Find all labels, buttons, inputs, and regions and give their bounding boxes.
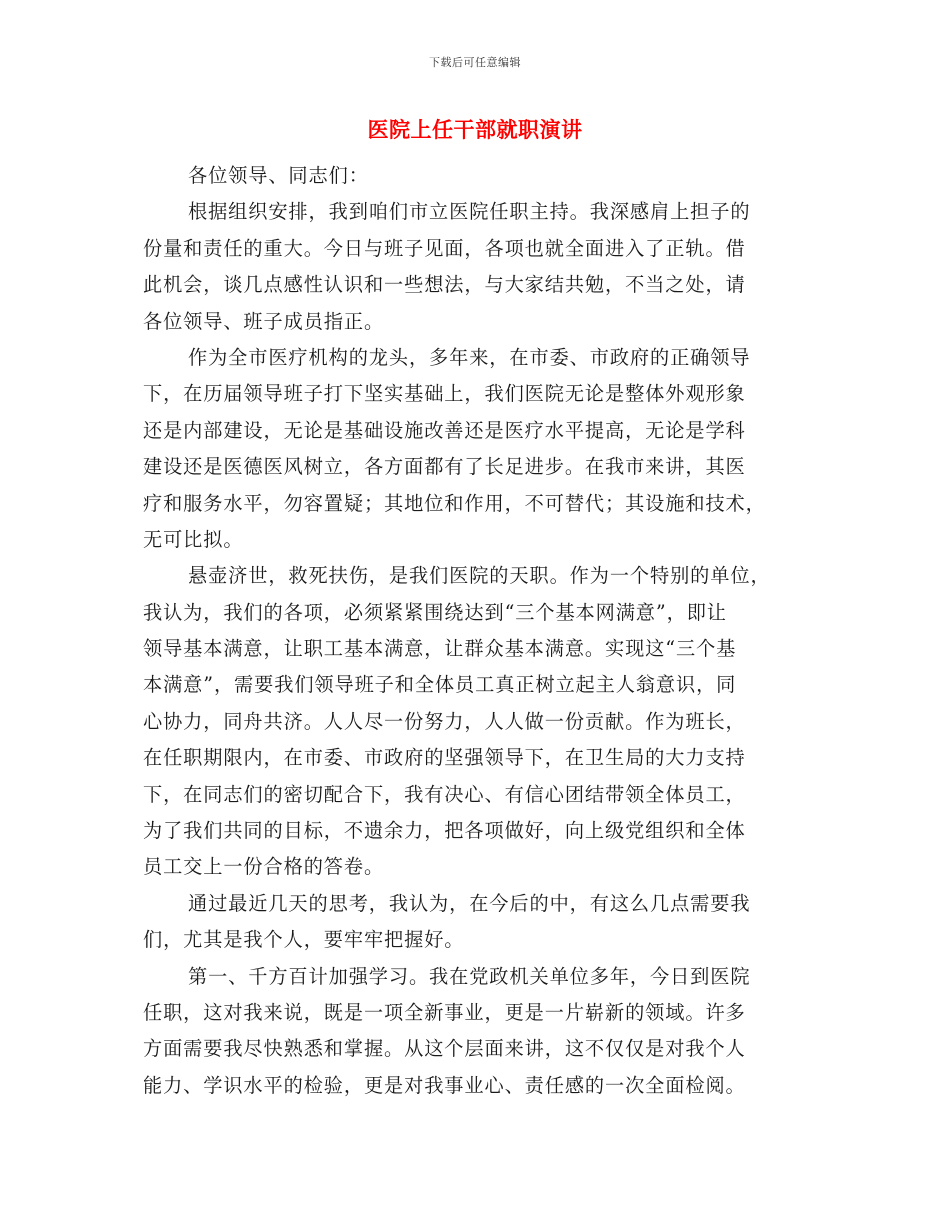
body-line: 员工交上一份合格的答卷。 <box>143 855 385 879</box>
body-line: 任职，这对我来说，既是一项全新事业，更是一片崭新的领域。许多 <box>143 1000 746 1024</box>
body-line: 下，在历届领导班子打下坚实基础上，我们医院无论是整体外观形象 <box>143 382 746 406</box>
body-line: 方面需要我尽快熟悉和掌握。从这个层面来讲，这不仅仅是对我个人 <box>143 1037 746 1061</box>
body-line: 此机会，谈几点感性认识和一些想法，与大家结共勉，不当之处，请 <box>143 273 746 297</box>
body-line: 根据组织安排，我到咱们市立医院任职主持。我深感肩上担子的 <box>188 200 751 224</box>
body-line: 无可比拟。 <box>143 527 244 551</box>
body-line: 疗和服务水平，勿容置疑；其地位和作用，不可替代；其设施和技术， <box>143 491 766 515</box>
document-body <box>143 158 811 1104</box>
body-line: 第一、千方百计加强学习。我在党政机关单位多年，今日到医院 <box>188 964 751 988</box>
body-line: 领导基本满意，让职工基本满意，让群众基本满意。实现这“三个基 <box>143 637 737 661</box>
body-line: 为了我们共同的目标，不遗余力，把各项做好，向上级党组织和全体 <box>143 819 746 843</box>
body-line: 通过最近几天的思考，我认为，在今后的中，有这么几点需要我 <box>188 891 751 915</box>
salutation-line: 各位领导、同志们： <box>188 164 369 187</box>
body-line: 我认为，我们的各项，必须紧紧围绕达到“三个基本网满意”，即让 <box>143 600 727 624</box>
body-line: 本满意”，需要我们领导班子和全体员工真正树立起主人翁意识，同 <box>143 673 737 697</box>
body-line: 们，尤其是我个人，要牢牢把握好。 <box>143 928 465 952</box>
body-line: 各位领导、班子成员指正。 <box>143 309 385 333</box>
body-line: 在任职期限内，在市委、市政府的坚强领导下，在卫生局的大力支持 <box>143 746 746 770</box>
body-line: 份量和责任的重大。今日与班子见面，各项也就全面进入了正轨。借 <box>143 236 746 260</box>
body-line: 能力、学识水平的检验，更是对我事业心、责任感的一次全面检阅。 <box>143 1073 746 1097</box>
document-title: 医院上任干部就职演讲 <box>367 117 583 142</box>
body-line: 悬壶济世，救死扶伤，是我们医院的天职。作为一个特别的单位， <box>188 564 771 588</box>
body-line: 建设还是医德医风树立，各方面都有了长足进步。在我市来讲，其医 <box>143 455 746 479</box>
body-line: 心协力，同舟共济。人人尽一份努力，人人做一份贡献。作为班长， <box>143 709 746 733</box>
body-line: 下，在同志们的密切配合下，我有决心、有信心团结带领全体员工， <box>143 782 746 806</box>
body-line: 作为全市医疗机构的龙头，多年来，在市委、市政府的正确领导 <box>188 345 751 369</box>
header-note: 下载后可任意编辑 <box>429 56 521 69</box>
body-line: 还是内部建设，无论是基础设施改善还是医疗水平提高，无论是学科 <box>143 418 746 442</box>
